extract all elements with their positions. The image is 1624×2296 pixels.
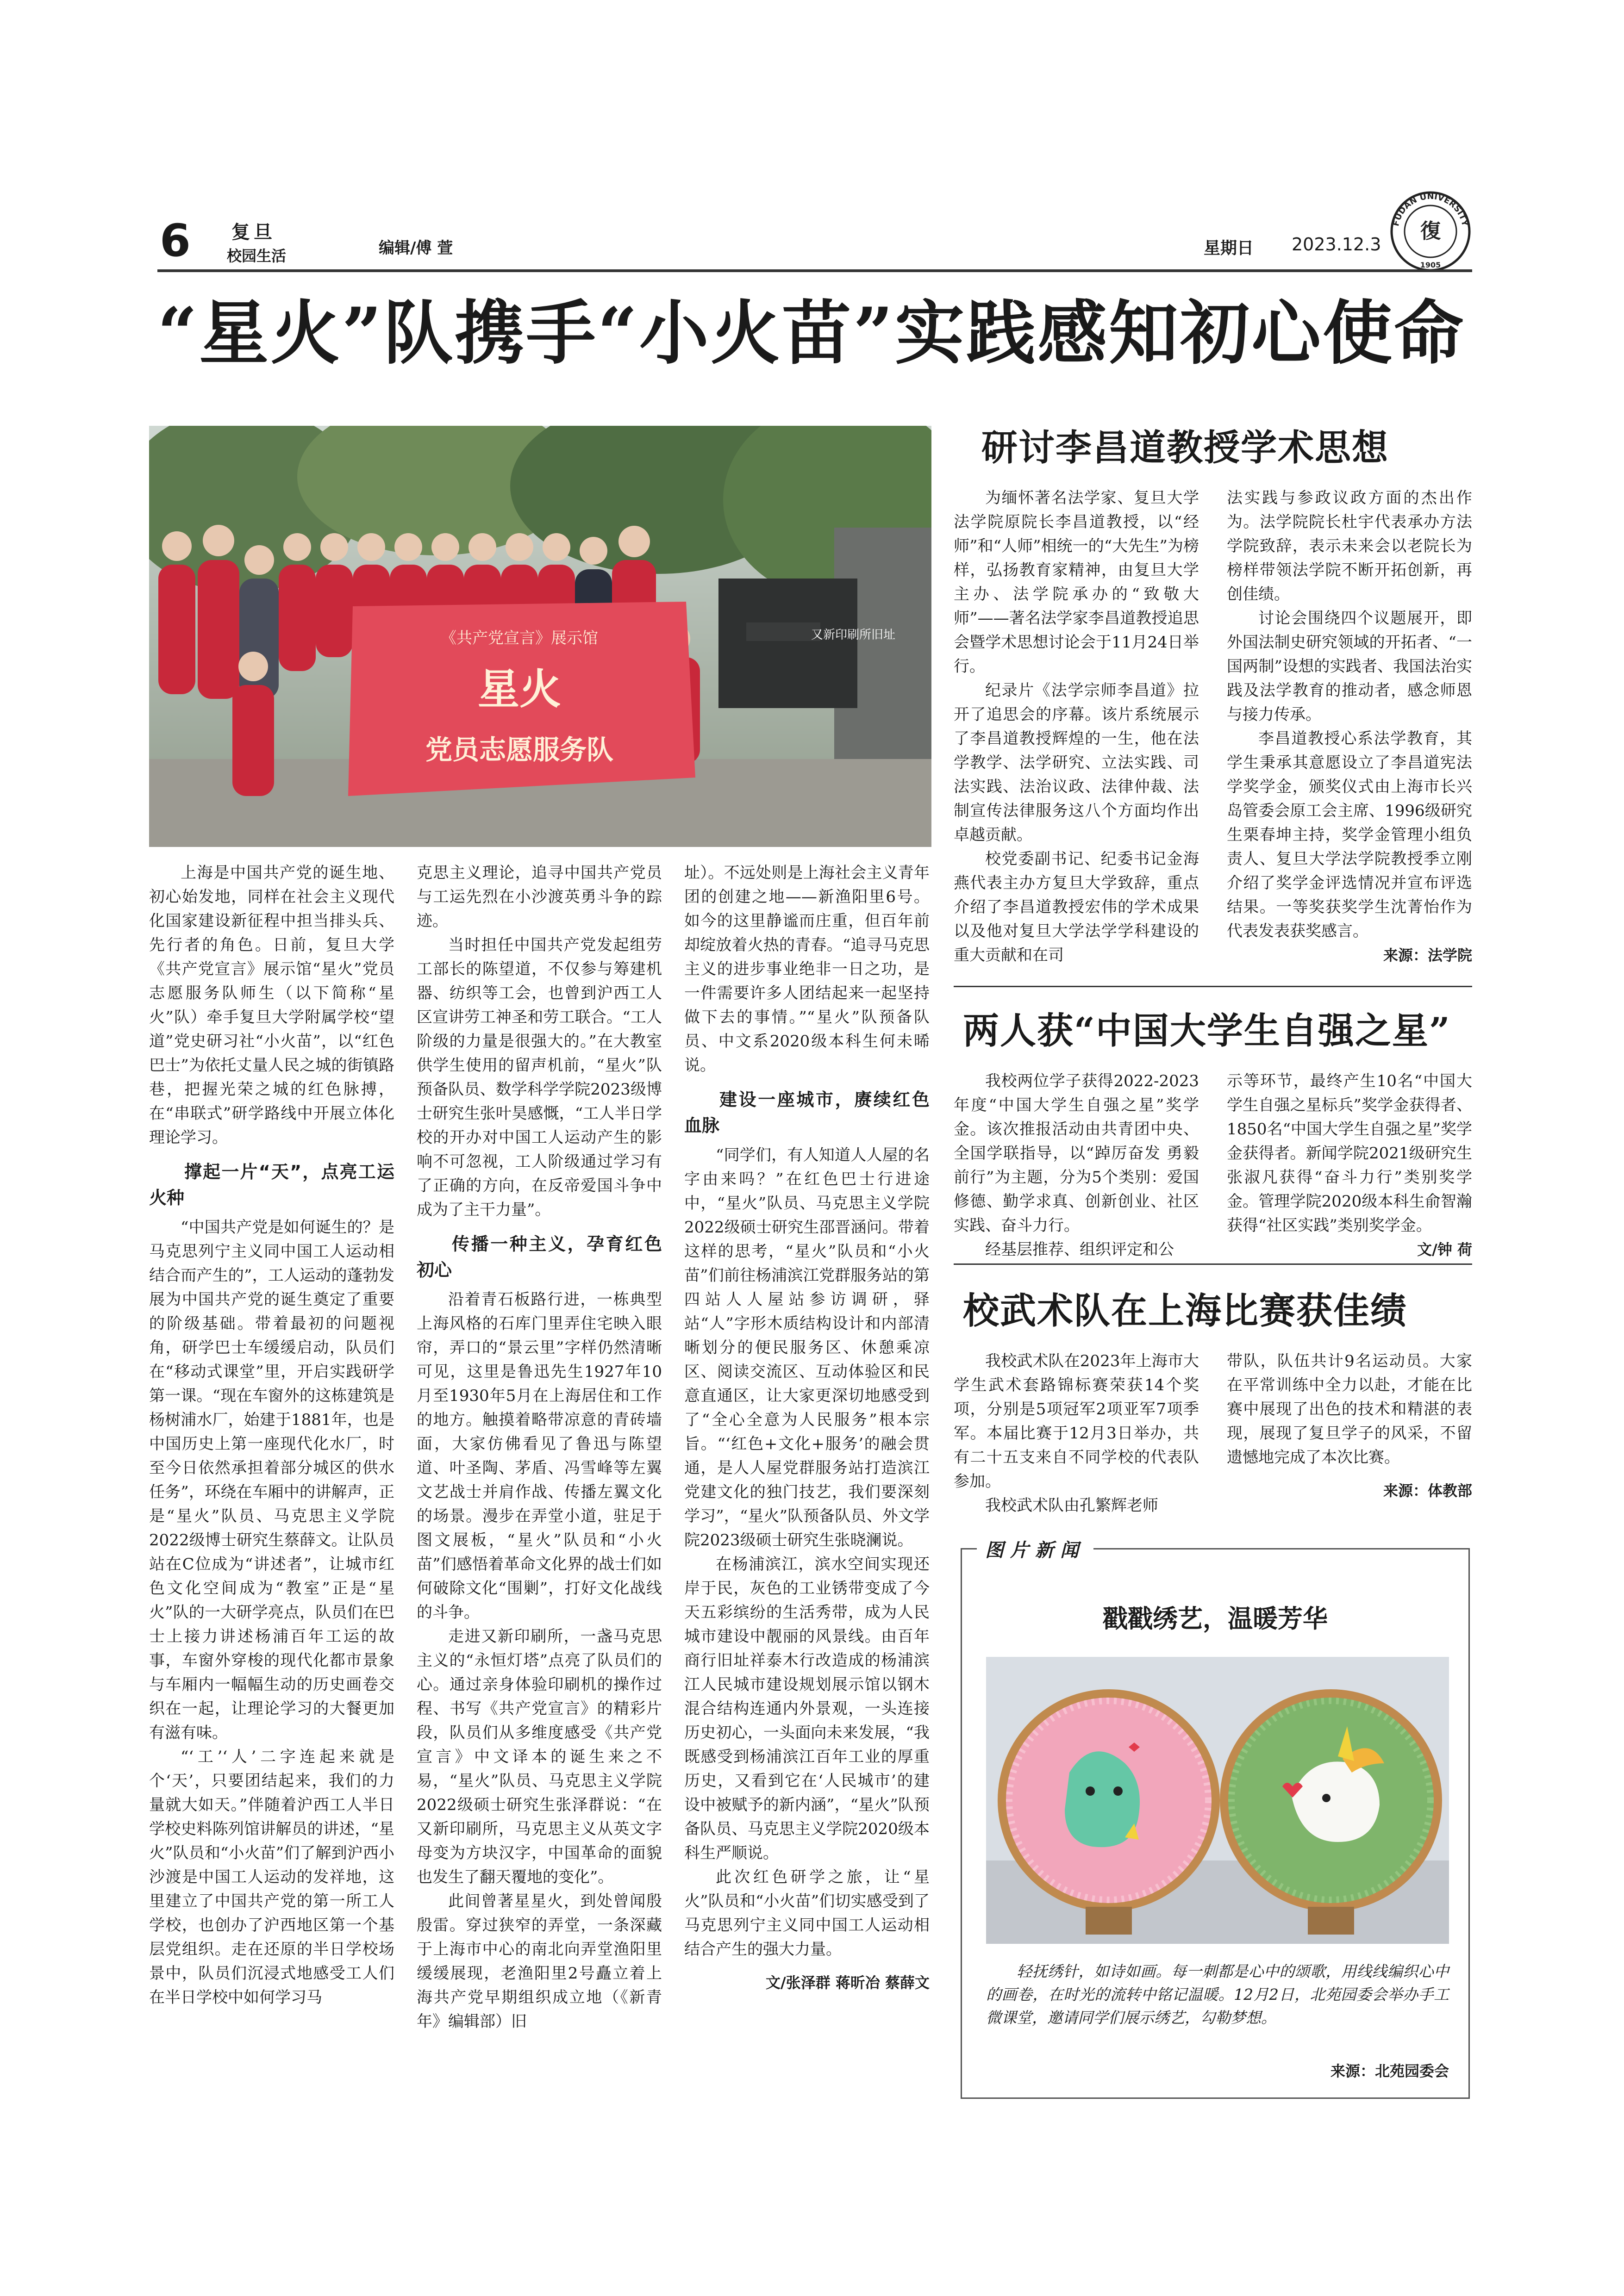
article3-source: 文/钟 荷 bbox=[1417, 1241, 1472, 1258]
article2-para-6: 李昌道教授心系法学教育，其学生秉承其意愿设立了李昌道宪法学奖学金，颁奖仪式由上海市长兴岛管委会原工会主席、1996级研究生栗春坤主持，奖学金管理小组负责人、复旦大学法学院教授季立刚介绍了奖学金评选情况并宣布评选结果。一等奖获奖学生沈菁怡作为代表发表获奖感言。 bbox=[1227, 729, 1472, 940]
article3-divider bbox=[954, 1263, 1472, 1265]
article4-para-2: 我校武术队由孔繁辉老师 bbox=[985, 1496, 1158, 1515]
main-col1-para-2: “中国共产党是如何诞生的？是马克思列宁主义同中国工人运动相结合而产生的”，工人运动的蓬勃发展为中国共产党的诞生奠定了重要的阶级基础。带着最初的问题视角，研学巴士车缓缓启动，队员们在“移动式课堂”里，开启实践研学第一课。“现在车窗外的这栋建筑是杨树浦水厂，始建于1881年，也是中国历史上第一座现代化水厂，时至今日依然承担着部分城区的供水任务”，环绕在车厢中的讲解声，正是“星火”队员、马克思主义学院2022级博士研究生蔡薛文。让队员站在C位成为“讲述者”，让城市红色文化空间成为“教室”正是“星火”队的一大研学亮点，队员们在巴士上接力讲述杨浦百年工运的故事，车窗外穿梭的现代化都市景象与车厢内一幅幅生动的历史画卷交织在一起，让理论学习的大餐更加有滋有味。 bbox=[149, 1218, 394, 1742]
main-col2-para-5: 此间曾著星星火，到处曾闻殷殷雷。穿过狭窄的弄堂，一条深藏于上海市中心的南北向弄堂渔阳里缓缓展现，老渔阳里2号矗立着上海共产党早期组织成立地（《新青年》编辑部）旧 bbox=[417, 1892, 662, 2031]
page-number: 6 bbox=[160, 215, 191, 267]
main-col-3 bbox=[684, 861, 930, 1995]
article2-para-4: 法实践与参政议政方面的杰出作为。法学院院长杜宇代表承办方法学院致辞，表示未来会以老院长为榜样带领法学院不断开拓创新，再创佳绩。 bbox=[1227, 489, 1472, 604]
photo-news-caption: 轻抚绣针，如诗如画。每一刺都是心中的颂歌，用线线编织心中的画卷，在时光的流转中铭记温暖。12月2日，北苑园委会举办手工微课堂，邀请同学们展示绣艺，勾勒梦想。 bbox=[986, 1962, 1449, 2027]
article2-col-2 bbox=[1227, 486, 1472, 967]
main-col3-para-3: 在杨浦滨江，滨水空间实现还岸于民，灰色的工业锈带变成了今天五彩缤纷的生活秀带，成为人民城市建设中靓丽的风景线。由百年商行旧址祥泰木行改造成的杨浦滨江人民城市建设规划展示馆以钢木混合结构连通内外景观，一头连接历史初心，一头面向未来发展，“我既感受到杨浦滨江百年工业的厚重历史，又看到它在‘人民城市’的建设中被赋予的新内涵”，“星火”队预备队员、马克思主义学院2020级本科生严顺说。 bbox=[684, 1555, 930, 1862]
article2-para-1: 为缅怀著名法学家、复旦大学法学院原院长李昌道教授，以“经师”和“人师”相统一的“大先生”为榜样，弘扬教育家精神，由复旦大学主办、法学院承办的“致敬大师”——著名法学家李昌道教授追思会暨学术思想讨论会于11月24日举行。 bbox=[954, 489, 1199, 676]
article2-headline: 研讨李昌道教授学术思想 bbox=[981, 427, 1389, 469]
banner-mid-text: 星火 bbox=[478, 665, 561, 714]
subhead-3: 建设一座城市，赓续红色血脉 bbox=[684, 1089, 930, 1136]
svg-text:復: 復 bbox=[1420, 219, 1441, 243]
main-byline: 文/张泽群 蒋昕冶 蔡薛文 bbox=[766, 1974, 930, 1991]
article3-para-1: 我校两位学子获得2022-2023年度“中国大学生自强之星”奖学金。该次推报活动由共青团中央、全国学联指导，以“踔厉奋发 勇毅前行”为主题，分为5个类别：爱国修德、勤学求真、创新创业、社区实践、奋斗力行。 bbox=[954, 1072, 1199, 1235]
weekday: 星期日 bbox=[1204, 239, 1254, 258]
issue-date: 2023.12.3 bbox=[1292, 234, 1381, 255]
main-col2-para-4: 走进又新印刷所，一盏马克思主义的“永恒灯塔”点亮了队员们的心。通过亲身体验印刷机的操作过程、书写《共产党宣言》的精彩片段，队员们从多维度感受《共产党宣言》中文译本的诞生来之不易，“星火”队员、马克思主义学院2022级硕士研究生张泽群说：“在又新印刷所，马克思主义从英文字母变为方块汉字，中国革命的面貌也发生了翻天覆地的变化”。 bbox=[417, 1627, 662, 1886]
article3-para-2: 经基层推荐、组织评定和公 bbox=[985, 1240, 1174, 1259]
main-col2-para-2: 当时担任中国共产党发起组劳工部长的陈望道，不仅参与筹建机器、纺织等工会，也曾到沪西工人区宣讲劳工神圣和劳工联合。“工人阶级的力量是很强大的。”在大教室供学生使用的留声机前，“星火”队预备队员、数学科学学院2023级博士研究生张叶昊感慨，“工人半日学校的开办对中国工人运动产生的影响不可忽视，工人阶级通过学习有了正确的方向，在反帝爱国斗争中成为了主干力量”。 bbox=[417, 936, 662, 1219]
photo-building-sign: 又新印刷所旧址 bbox=[811, 628, 896, 642]
article4-col-1 bbox=[954, 1349, 1199, 1518]
subhead-2: 传播一种主义，孕育红色初心 bbox=[417, 1234, 662, 1280]
main-headline: “星火”队携手“小火苗”实践感知初心使命 bbox=[157, 292, 1466, 374]
fudan-university-seal-icon bbox=[1389, 190, 1472, 273]
main-col3-para-4: 此次红色研学之旅，让“星火”队员和“小火苗”们切实感受到了马克思列宁主义同中国工人运动相结合产生的强大力量。 bbox=[684, 1868, 930, 1959]
section-name: 校园生活 bbox=[227, 247, 287, 265]
main-col1-para-1: 上海是中国共产党的诞生地、初心始发地，同样在社会主义现代化国家建设新征程中担当排头兵、先行者的角色。日前，复旦大学《共产党宣言》展示馆“星火”党员志愿服务队师生（以下简称“星火”队）牵手复旦大学附属学校“望道”党史研习社“小火苗”，以“红色巴士”为依托丈量人民之城的街镇路巷，把握光荣之城的红色脉搏，在“串联式”研学路线中开展立体化理论学习。 bbox=[149, 864, 394, 1147]
masthead: 复旦 bbox=[231, 221, 276, 243]
svg-text:1905: 1905 bbox=[1420, 261, 1441, 269]
main-col3-para-1: 址）。不远处则是上海社会主义青年团的创建之地——新渔阳里6号。如今的这里静谧而庄重，但百年前却绽放着火热的青春。“追寻马克思主义的进步事业绝非一日之功，是一件需要许多人团结起来一起坚持做下去的事情。”“星火”队预备队员、中文系2020级本科生何未晞说。 bbox=[684, 864, 930, 1075]
article2-source: 来源：法学院 bbox=[1383, 946, 1472, 964]
article4-para-1: 我校武术队在2023年上海市大学生武术套路锦标赛荣获14个奖项，分别是5项冠军2项亚军7项季军。本届比赛于12月3日举办，共有二十五支来自不同学校的代表队参加。 bbox=[954, 1352, 1199, 1491]
article4-para-3: 带队，队伍共计9名运动员。大家在平常训练中全力以赴，才能在比赛中展现了出色的技术和精湛的表现，展现了复旦学子的风采，不留遗憾地完成了本次比赛。 bbox=[1227, 1352, 1472, 1467]
main-col1-para-3: “‘工’‘人’二字连起来就是个‘天’，只要团结起来，我们的力量就大如天。”伴随着沪西工人半日学校史料陈列馆讲解员的讲述，“星火”队员和“小火苗”们了解到沪西小沙渡是中国工人运动的发祥地，这里建立了中国共产党的第一所工人学校，也创办了沪西地区第一个基层党组织。走在还原的半日学校场景中，队员们沉浸式地感受工人们在半日学校中如何学习马 bbox=[149, 1748, 394, 2007]
article2-para-2: 纪录片《法学宗师李昌道》拉开了追思会的序幕。该片系统展示了李昌道教授辉煌的一生，他在法学教学、法学研究、立法实践、司法实践、法治议政、法律仲裁、法制宣传法律服务这八个方面均作出卓越贡献。 bbox=[954, 681, 1199, 844]
banner-top-text: 《共产党宣言》展示馆 bbox=[441, 629, 598, 647]
article3-headline: 两人获“中国大学生自强之星” bbox=[963, 1010, 1451, 1052]
photo-news-title: 戳戳绣艺，温暖芳华 bbox=[1103, 1604, 1328, 1633]
main-col2-para-3: 沿着青石板路行进，一栋典型上海风格的石库门里弄住宅映入眼帘，弄口的“景云里”字样仍然清晰可见，这里是鲁迅先生1927年10月至1930年5月在上海居住和工作的地方。触摸着略带凉意的青砖墙面，大家仿佛看见了鲁迅与陈望道、叶圣陶、茅盾、冯雪峰等左翼文艺战士并肩作战、传播左翼文化的场景。漫步在弄堂小道，驻足于图文展板，“星火”队员和“小火苗”们感悟着革命文化界的战士们如何破除文化“围剿”，打好文化战线的斗争。 bbox=[417, 1290, 662, 1622]
article2-divider bbox=[954, 986, 1472, 987]
article2-para-5: 讨论会围绕四个议题展开，即外国法制史研究领域的开拓者、“一国两制”设想的实践者、我国法治实践及法学教育的推动者，感念师恩与接力传承。 bbox=[1227, 609, 1472, 724]
article2-col-1 bbox=[954, 486, 1199, 967]
article4-headline: 校武术队在上海比赛获佳绩 bbox=[963, 1290, 1408, 1332]
svg-text:FUDAN UNIVERSITY: FUDAN UNIVERSITY bbox=[1391, 191, 1470, 227]
embroidery-photo bbox=[986, 1657, 1449, 1944]
photo-news-label: 图片新闻 bbox=[977, 1536, 1093, 1562]
group-photo bbox=[149, 426, 931, 847]
article4-col-2 bbox=[1227, 1349, 1472, 1503]
header-rule bbox=[157, 269, 1472, 272]
banner-bottom-text: 党员志愿服务队 bbox=[425, 734, 614, 765]
subhead-1: 撑起一片“天”，点亮工运火种 bbox=[149, 1162, 394, 1208]
main-col-2 bbox=[417, 861, 662, 2034]
photo-news-source: 来源：北苑园委会 bbox=[1330, 2062, 1449, 2080]
article3-col-1 bbox=[954, 1069, 1199, 1262]
main-col3-para-2: “同学们，有人知道人人屋的名字由来吗？”在红色巴士行进途中，“星火”队员、马克思主义学院2022级硕士研究生邵晋涵问。带着这样的思考，“星火”队员和“小火苗”们前往杨浦滨江党群服务站的第四站人人屋站参访调研，驿站“人”字形木质结构设计和内部清晰划分的便民服务区、休憩乘凉区、阅读交流区、互动体验区和民意直通区，让大家更深切地感受到了“全心全意为人民服务”根本宗旨。“‘红色+文化+服务’的融会贯通，是人人屋党群服务站打造滨江党建文化的独门技艺，我们要深刻学习”，“星火”队预备队员、外文学院2023级硕士研究生张晓澜说。 bbox=[684, 1146, 930, 1549]
main-col2-para-1: 克思主义理论，追寻中国共产党员与工运先烈在小沙渡英勇斗争的踪迹。 bbox=[417, 864, 662, 930]
article3-para-3: 示等环节，最终产生10名“中国大学生自强之星标兵”奖学金获得者、1850名“中国大学生自强之星”奖学金获得者。新闻学院2021级研究生张淑凡获得“奋斗力行”类别奖学金。管理学院2020级本科生俞智瀚获得“社区实践”类别奖学金。 bbox=[1227, 1072, 1472, 1235]
article3-col-2 bbox=[1227, 1069, 1472, 1262]
article4-source: 来源：体教部 bbox=[1383, 1482, 1472, 1500]
main-col-1 bbox=[149, 861, 394, 2010]
editor-credit: 编辑/傅 萱 bbox=[379, 239, 453, 257]
article2-para-3: 校党委副书记、纪委书记金海燕代表主办方复旦大学致辞，重点介绍了李昌道教授宏伟的学术成果以及他对复旦大学法学学科建设的重大贡献和在司 bbox=[954, 850, 1199, 964]
